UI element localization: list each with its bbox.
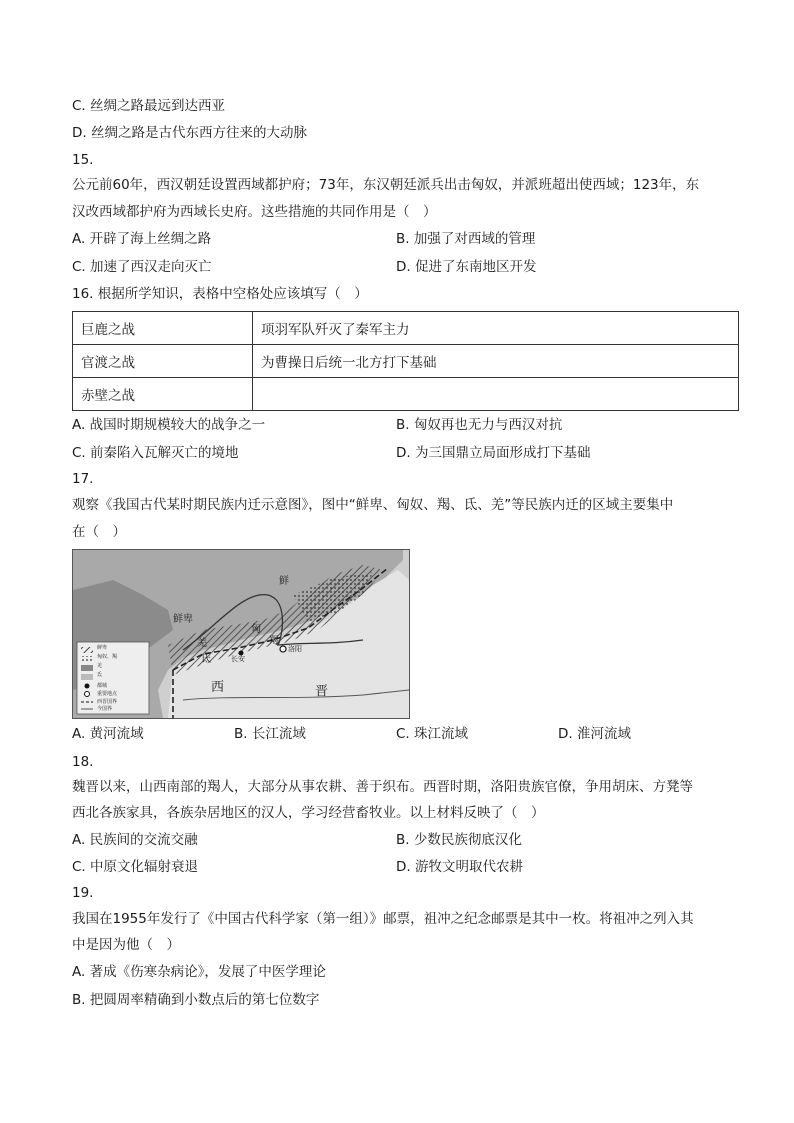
q19-number: 19.: [72, 885, 94, 901]
migration-map: [72, 549, 410, 719]
legend-item: 重要地点: [97, 691, 118, 697]
map-label-qiang: 羌: [197, 638, 207, 649]
q14-option-d: D. 丝绸之路是古代东西方往来的大动脉: [72, 125, 307, 141]
table-cell: 项羽军队歼灭了秦军主力: [253, 312, 739, 345]
q18-option-c: C. 中原文化辐射衰退: [72, 859, 199, 875]
map-label-changan: 长安: [231, 655, 245, 663]
table-cell: 巨鹿之战: [73, 312, 253, 345]
q19-option-a: A. 著成《伤寒杂病论》，发展了中医学理论: [72, 964, 326, 980]
q16-option-c: C. 前秦陷入瓦解灭亡的境地: [72, 445, 239, 461]
q19-option-b: B. 把圆周率精确到小数点后的第七位数字: [72, 992, 320, 1008]
q16-option-a: A. 战国时期规模较大的战争之一: [72, 417, 266, 433]
q14-option-c: C. 丝绸之路最远到达西亚: [72, 98, 226, 114]
map-label-xianbei-ne: 鲜: [279, 576, 289, 587]
table-cell-blank: [253, 378, 739, 411]
q15-option-a: A. 开辟了海上丝绸之路: [72, 231, 212, 247]
map-label-jie: 羯: [269, 636, 279, 647]
q15-stem-line1: 公元前60年，西汉朝廷设置西域都护府；73年，东汉朝廷派兵出击匈奴，并派班超出使西域；123年，东: [72, 177, 700, 193]
table-row: [73, 345, 739, 378]
legend-item: 西晋国界: [97, 699, 118, 705]
q19-stem-line2: 中是因为他（ ）: [72, 937, 180, 953]
q19-stem-line1: 我国在1955年发行了《中国古代科学家（第一组）》邮票，祖冲之纪念邮票是其中一枚。将祖冲之列入其: [72, 911, 694, 927]
q18-option-b: B. 少数民族彻底汉化: [396, 832, 522, 848]
table-row: [73, 312, 739, 345]
q16-option-b: B. 匈奴再也无力与西汉对抗: [396, 417, 563, 433]
table-cell: 为曹操日后统一北方打下基础: [253, 345, 739, 378]
map-label-luoyang: 洛阳: [288, 645, 302, 653]
q16-option-d: D. 为三国鼎立局面形成打下基础: [396, 445, 591, 461]
q15-option-c: C. 加速了西汉走向灭亡: [72, 259, 212, 275]
legend-item: 氐: [97, 672, 103, 678]
q18-option-a: A. 民族间的交流交融: [72, 832, 198, 848]
q18-stem-line1: 魏晋以来，山西南部的羯人，大部分从事农耕、善于织布。西晋时期，洛阳贵族官僚，争用胡床、方凳等: [72, 779, 693, 795]
q17-option-d: D. 淮河流域: [558, 726, 631, 742]
map-label-xianbei-w: 鲜卑: [173, 614, 193, 625]
q15-option-b: B. 加强了对西域的管理: [396, 231, 536, 247]
q17-number: 17.: [72, 471, 94, 487]
q16-table: [72, 311, 739, 411]
q18-stem-line2: 西北各族家具，各族杂居地区的汉人，学习经营畜牧业。以上材料反映了（ ）: [72, 805, 545, 821]
legend-item: 羌: [97, 663, 103, 669]
q17-stem-line1: 观察《我国古代某时期民族内迁示意图》，图中“鲜卑、匈奴、羯、氐、羌”等民族内迁的区域主要集中: [72, 497, 674, 513]
legend-item: 今国界: [97, 706, 113, 712]
table-cell: 赤壁之战: [73, 378, 253, 411]
legend-item: 鲜卑: [97, 645, 108, 651]
q17-stem-line2: 在（ ）: [72, 524, 126, 540]
map-label-xiongnu: 匈: [251, 624, 261, 635]
migration-map-drawing: [73, 550, 409, 718]
map-label-xi: 西: [211, 680, 225, 695]
map-label-jin: 晋: [315, 684, 329, 699]
legend-item: 都城: [97, 683, 108, 689]
q17-option-c: C. 珠江流域: [396, 726, 469, 742]
q17-option-a: A. 黄河流域: [72, 726, 144, 742]
q17-option-b: B. 长江流域: [234, 726, 306, 742]
q16-stem: 16. 根据所学知识，表格中空格处应该填写（ ）: [72, 286, 368, 302]
table-row: [73, 378, 739, 411]
q15-number: 15.: [72, 152, 94, 168]
map-label-di: 氐: [201, 654, 211, 665]
q18-option-d: D. 游牧文明取代农耕: [396, 859, 523, 875]
q18-number: 18.: [72, 754, 94, 770]
table-cell: 官渡之战: [73, 345, 253, 378]
q15-option-d: D. 促进了东南地区开发: [396, 259, 537, 275]
q15-stem-line2: 汉改西域都护府为西域长史府。这些措施的共同作用是（ ）: [72, 204, 437, 220]
legend-item: 匈奴、羯: [97, 654, 118, 660]
